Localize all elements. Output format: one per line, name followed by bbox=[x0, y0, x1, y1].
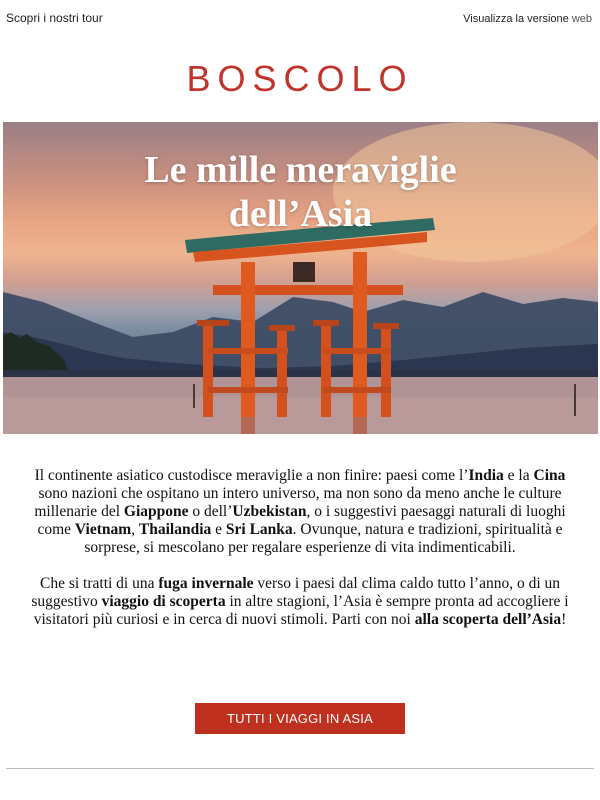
torii-side-pillar-2 bbox=[277, 327, 287, 417]
paragraph-2 bbox=[26, 575, 574, 629]
water-reflection bbox=[3, 377, 598, 397]
hero-title bbox=[3, 148, 598, 236]
intro-text bbox=[26, 467, 574, 647]
torii-low-beam-left bbox=[208, 387, 288, 393]
top-bar bbox=[0, 0, 600, 36]
web-version-link[interactable] bbox=[463, 13, 592, 25]
torii-side-cap-3 bbox=[313, 320, 339, 326]
torii-reflection-right bbox=[353, 417, 367, 434]
torii-pillar-left bbox=[241, 262, 255, 417]
body-text: verso i paesi dal clima caldo tutto l’anno, o di un suggestivo bbox=[31, 575, 561, 610]
emphasis-text: viaggio di scoperta bbox=[101, 593, 226, 610]
torii-low-beam-right bbox=[323, 387, 391, 393]
hero-title-line-1: Le mille meraviglie bbox=[144, 149, 457, 191]
water-post-left bbox=[193, 384, 195, 408]
body-text: sono nazioni che ospitano un intero universo, ma non sono da meno anche le culture millenarie del bbox=[34, 485, 562, 520]
body-text: ! bbox=[561, 611, 567, 628]
torii-tablet bbox=[293, 262, 315, 282]
web-version-link-prefix: Visualizza la versione bbox=[463, 13, 569, 25]
brand-logo[interactable]: BOSCOLO bbox=[186, 58, 414, 99]
paragraph-1 bbox=[26, 467, 574, 557]
emphasis-text: Giappone bbox=[123, 503, 189, 520]
body-text: , bbox=[131, 521, 139, 538]
torii-side-beam-right bbox=[323, 348, 391, 354]
body-text: , o i suggestivi paesaggi naturali di luoghi come bbox=[37, 503, 566, 538]
body-text: o dell’ bbox=[188, 503, 233, 520]
body-text: in altre stagioni, l’Asia è sempre pronta ad accogliere i visitatori più curiosi e in cerca di nuovi stimoli. Parti con noi bbox=[33, 593, 569, 628]
body-text: Che si tratti di una bbox=[39, 575, 159, 592]
all-asia-trips-button[interactable]: TUTTI I VIAGGI IN ASIA bbox=[195, 703, 405, 734]
torii-side-beam-left bbox=[208, 348, 288, 354]
body-text: e bbox=[211, 521, 226, 538]
torii-side-pillar-4 bbox=[381, 325, 391, 417]
web-version-link-suffix: web bbox=[571, 13, 592, 25]
hero-title-line-2: dell’Asia bbox=[228, 193, 373, 235]
hero-banner[interactable] bbox=[3, 122, 598, 434]
shoreline bbox=[3, 370, 598, 377]
torii-reflection-left bbox=[241, 417, 255, 434]
tours-link[interactable]: Scopri i nostri tour bbox=[6, 11, 103, 25]
torii-side-pillar-3 bbox=[321, 322, 331, 417]
torii-side-cap-1 bbox=[197, 320, 229, 326]
emphasis-text: Sri Lanka bbox=[225, 521, 293, 538]
body-text: Il continente asiatico custodisce meraviglie a non finire: paesi come l’ bbox=[34, 467, 469, 484]
body-text: e la bbox=[503, 467, 534, 484]
emphasis-text: Cina bbox=[533, 467, 566, 484]
emphasis-text: Vietnam bbox=[74, 521, 132, 538]
torii-side-pillar-1 bbox=[203, 322, 213, 417]
torii-side-cap-4 bbox=[373, 323, 399, 329]
torii-side-cap-2 bbox=[269, 325, 295, 331]
emphasis-text: fuga invernale bbox=[158, 575, 254, 592]
emphasis-text: Thailandia bbox=[138, 521, 212, 538]
emphasis-text: alla scoperta dell’Asia bbox=[414, 611, 562, 628]
footer-divider bbox=[6, 768, 594, 769]
emphasis-text: India bbox=[468, 467, 504, 484]
body-text: . Ovunque, natura e tradizioni, spiritualità e sorprese, si mescolano per regalare esperienze di vita indimenticabili. bbox=[84, 521, 563, 556]
emphasis-text: Uzbekistan bbox=[232, 503, 307, 520]
water-post-right bbox=[574, 384, 576, 416]
